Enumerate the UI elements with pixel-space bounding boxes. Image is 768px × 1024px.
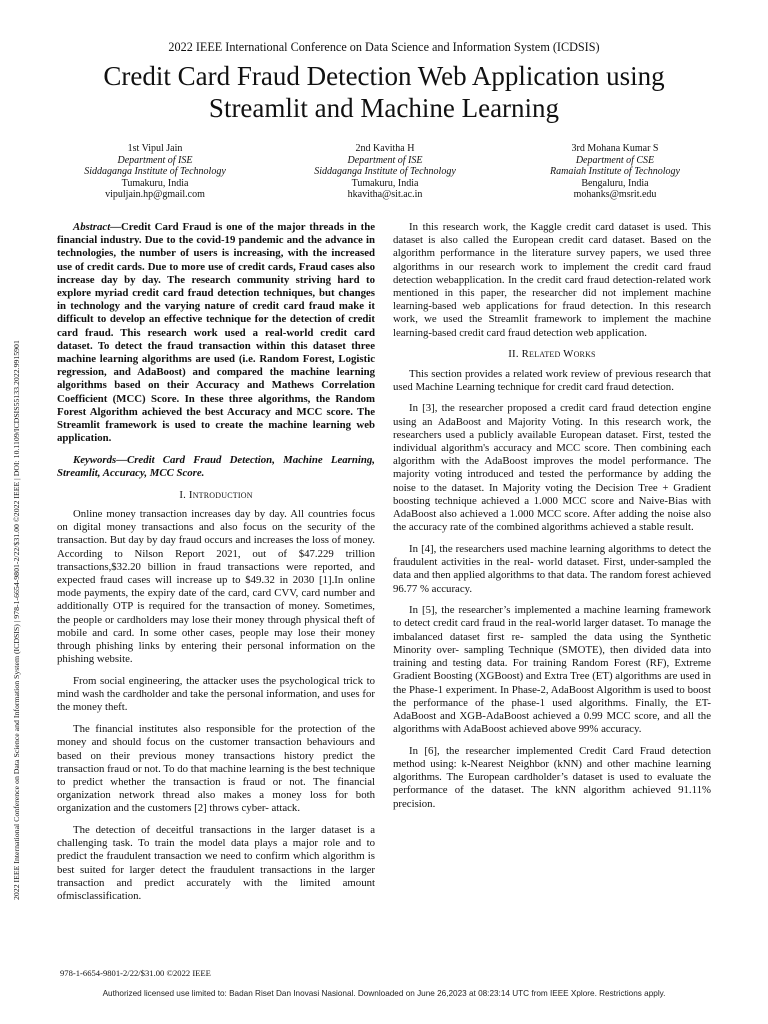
keywords-lead: Keywords—	[73, 453, 127, 466]
author-city: Tumakuru, India	[351, 177, 419, 189]
author-1	[40, 143, 270, 201]
body-paragraph: In [5], the researcher’s implemented a machine learning framework to detect credit card fraud in the real-world larger dataset. To manage the imbalanced dataset first re- sampled the data using the Synthetic Minority over- sampling Technique (SMOTE), then divided data into training and testing data. For training Random Forest (RF), Extreme Gradient Boosting (XGBoost) and Extra Tree (ET) algorithms are used in the Phase-1 experiment. In Phase-2, AdaBoost Algorithm is used to boost the performance of the phase-1 used algorithms. Finally, the ET-AdaBoost and XGB-AdaBoost achieved a 0.99 MCC score, and all the algorithms with AdaBoost achieved above 99% accuracy.	[393, 604, 711, 736]
author-city: Tumakuru, India	[121, 177, 189, 189]
author-department: Department of ISE	[347, 154, 423, 166]
author-name: 1st Vipul Jain	[127, 143, 183, 154]
abstract-lead: Abstract—	[73, 221, 121, 233]
paper-title	[0, 60, 768, 124]
section-heading-related-works: II. Related Works	[508, 348, 596, 361]
section-heading-introduction: I. Introduction	[179, 488, 253, 501]
conference-header: 2022 IEEE International Conference on Data Science and Information System (ICDSIS)	[168, 40, 600, 54]
paper-title-line-2: Streamlit and Machine Learning	[208, 93, 560, 123]
body-paragraph: In this research work, the Kaggle credit card dataset is used. This dataset is also called the European credit card dataset. Based on the algorithm performance in the literature survey papers, we used three algorithms in our research work to implement the credit card fraud detection webapplication. In the credit card fraud detection-related work mentioned in this paper, the researcher did not implement machine learning-based web applications for fraud detection. In this research work, we used the Streamlit framework to implement the machine learning-based credit card fraud detection web application.	[393, 221, 711, 339]
author-email: hkavitha@sit.ac.in	[347, 189, 423, 201]
body-paragraph: In [6], the researcher implemented Credit Card Fraud detection method using: k-Nearest Neighbor (kNN) and other machine learning algorithms. The European cardholder’s dataset is used to evaluate the performance of the dataset. The kNN algorithm achieved 91.11% precision.	[393, 744, 711, 810]
side-doi-strip	[2, 160, 21, 900]
author-institution: Ramaiah Institute of Technology	[550, 166, 680, 178]
author-block	[40, 143, 730, 201]
side-doi-text: 2022 IEEE International Conference on Data Science and Information System (ICDSIS) | 978-1-6654-9801-2/22/$31.00 ©2022 IEEE | DOI: 10.1109/ICDSIS55133.2022.9915901	[12, 340, 21, 900]
abstract-text: Credit Card Fraud is one of the major threads in the financial industry. Due to the covid-19 pandemic and the advance in technologies, the number of users is increasing, with the increased use of credit cards. Due to more use of credit cards, Fraud cases also increase day by day. The research community striving hard to explore myriad credit card fraud detection techniques, but changes in technology and the varying nature of credit card fraud make it difficult to develop an effective technique for the detection of credit card fraud. This research work used a real-world credit card dataset. To detect the fraud transaction within this dataset three machine learning algorithms are used (i.e. Random Forest, Logistic regression, and AdaBoost) and compared the machine learning algorithms based on their Accuracy and Mathews Correlation Coefficient (MCC) Score. In these three algorithms, the Random Forest Algorithm achieved the best Accuracy and MCC score. The Streamlit framework is used to create the machine learning web application.	[57, 221, 375, 445]
author-institution: Siddaganga Institute of Technology	[84, 166, 226, 178]
keywords-text: Credit Card Fraud Detection, Machine Learning, Streamlit, Accuracy, MCC Score.	[57, 453, 375, 480]
authorized-use-notice: Authorized licensed use limited to: Badan Riset Dan Inovasi Nasional. Downloaded on June 26,2023 at 08:23:14 UTC from IEEE Xplore. Restrictions apply.	[102, 989, 666, 998]
author-department: Department of ISE	[117, 154, 193, 166]
author-institution: Siddaganga Institute of Technology	[314, 166, 456, 178]
author-name: 3rd Mohana Kumar S	[571, 143, 659, 154]
body-paragraph: In [3], the researcher proposed a credit card fraud detection engine using an AdaBoost and Majority Voting. In this research work, the researchers used a publicly available European dataset. First, tested the individual algorithm's accuracy and MCC score. Then combining each algorithm with the AdaBoost improves the model performance. The majority voting introduced and tested the performance by adding the noise to the dataset. In Majority voting the Decision Tree + Gradient boosting technique achieved a 1.000 MCC score and Naive-Bias with AdaBoost also achieved a 1.000 MCC score. After adding the noise also the accuracy rate of the combined algorithms achieved a stable result.	[393, 402, 711, 534]
author-2	[270, 143, 500, 201]
body-paragraph: This section provides a related work review of previous research that used Machine Learning technique for credit card fraud detection.	[393, 367, 711, 393]
body-paragraph: The financial institutes also responsible for the protection of the money and should focus on the customer transaction behaviours and based on their previous money transactions history predict the transaction fraud or not. To do that machine learning is the best technique to predict whether the transaction is fraud or not. The financial organization network thread also makes a money loss for both organization and the customers [2] throws cyber- attack.	[57, 723, 375, 815]
left-column	[57, 221, 375, 912]
author-name: 2nd Kavitha H	[355, 143, 415, 154]
body-paragraph: In [4], the researchers used machine learning algorithms to detect the fraudulent activities in the real- world dataset. First, under-sampled the data and then applied algorithms to that data. The random forest achieved 96.77 % accuracy.	[393, 542, 711, 595]
author-3	[500, 143, 730, 201]
abstract-paragraph	[57, 221, 375, 445]
right-column	[393, 221, 711, 819]
author-email: vipuljain.hp@gmail.com	[105, 189, 205, 201]
body-paragraph: The detection of deceitful transactions in the larger dataset is a challenging task. To train the model data plays a major role and to predict the fraudulent transaction we need to confirm which algorithm is best suited for larger detect the fraudulent transactions in the larger transaction and predict accurately with the limited amount ofmisclassification.	[57, 824, 375, 903]
author-city: Bengaluru, India	[581, 177, 649, 189]
copyright-footer: 978-1-6654-9801-2/22/$31.00 ©2022 IEEE	[60, 968, 211, 978]
body-paragraph: From social engineering, the attacker uses the psychological trick to mind wash the cardholder and take the personal information, and uses for the money theft.	[57, 675, 375, 714]
paper-title-line-1: Credit Card Fraud Detection Web Application using	[103, 61, 665, 91]
body-paragraph: Online money transaction increases day by day. All countries focus on digital money transactions and also focus on the security of the transaction. But day by day fraud occurs and increases the loss of money. According to Nilson Report 2021, out of $47.229 trillion transactions,$32.20 billion in fraud transactions were reported, and expected fraud cases will increase up to $49.32 in 2030 [1].In online mode payments, the expiry date of the card, card CVV, card number and additionally OTP is required for the transaction of money. Sometimes, the people or cardholders may lose their money through physical theft of mobile and card. In some other cases, people may lose their money through phishing links by entering their personal information on the phishing website.	[57, 508, 375, 666]
keywords-paragraph	[57, 454, 375, 480]
author-department: Department of CSE	[575, 154, 655, 166]
author-email: mohanks@msrit.edu	[573, 189, 657, 201]
